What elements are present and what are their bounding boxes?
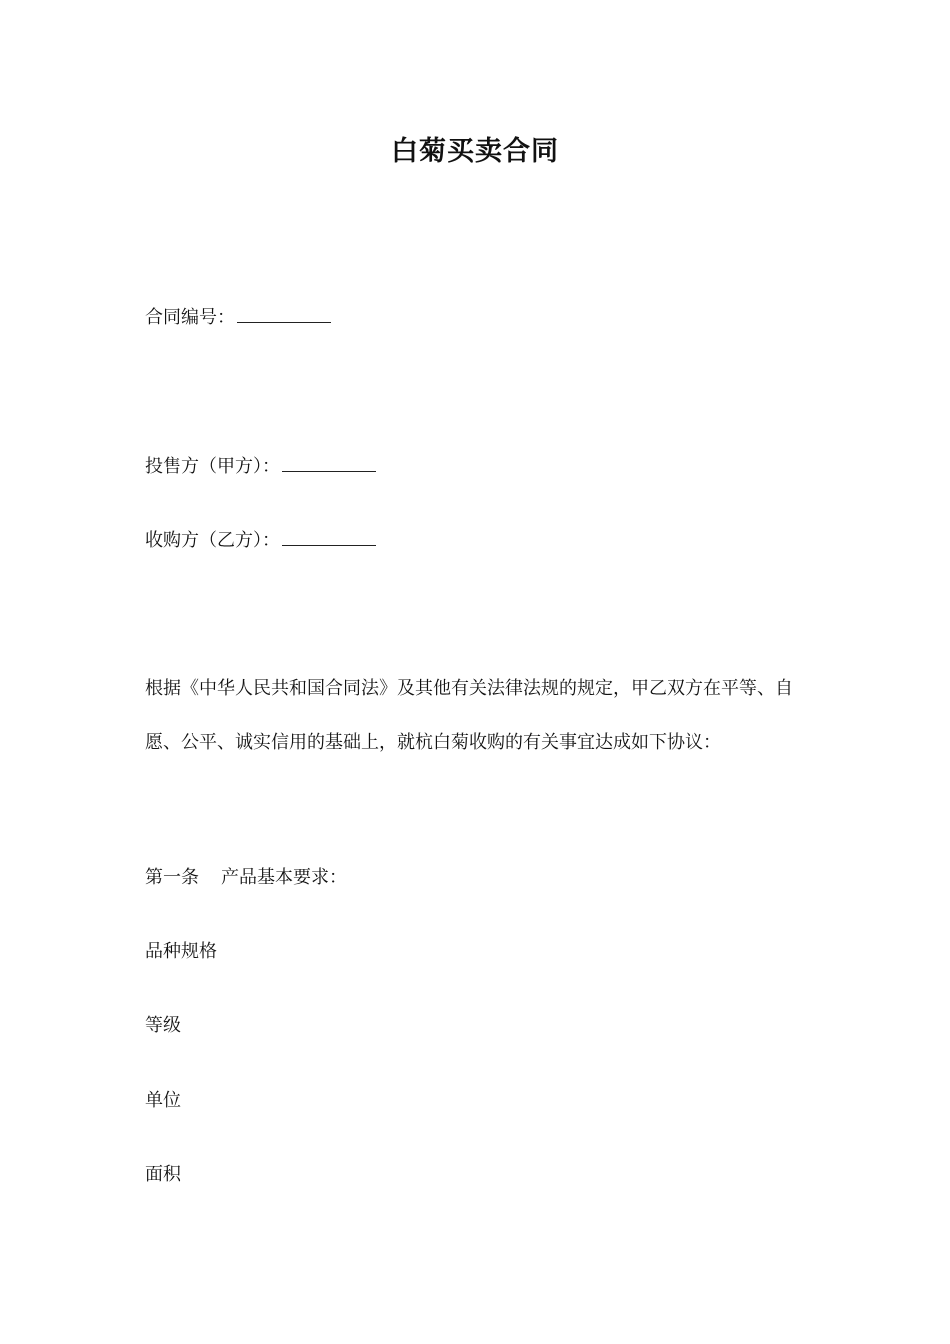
seller-label: 投售方（甲方）： bbox=[145, 456, 280, 477]
seller-line bbox=[145, 453, 376, 481]
contract-number-blank[interactable] bbox=[237, 304, 331, 323]
preamble-paragraph: 根据《中华人民共和国合同法》及其他有关法律法规的规定，甲乙双方在平等、自愿、公平、诚实信用的基础上，就杭白菊收购的有关事宜达成如下协议： bbox=[145, 678, 793, 753]
contract-number-label: 合同编号： bbox=[145, 307, 235, 328]
field-variety-spec: 品种规格 bbox=[145, 941, 217, 962]
field-area: 面积 bbox=[145, 1164, 181, 1185]
buyer-blank[interactable] bbox=[282, 527, 376, 546]
seller-blank[interactable] bbox=[282, 453, 376, 472]
buyer-label: 收购方（乙方）： bbox=[145, 530, 280, 551]
article-1-number: 第一条 bbox=[145, 867, 199, 888]
field-unit: 单位 bbox=[145, 1090, 181, 1111]
article-1-heading bbox=[145, 864, 347, 892]
field-grade: 等级 bbox=[145, 1015, 181, 1036]
buyer-line bbox=[145, 527, 376, 555]
document-title: 白菊买卖合同 bbox=[391, 136, 559, 167]
contract-number-line bbox=[145, 304, 331, 332]
article-1-title: 产品基本要求： bbox=[221, 867, 347, 888]
